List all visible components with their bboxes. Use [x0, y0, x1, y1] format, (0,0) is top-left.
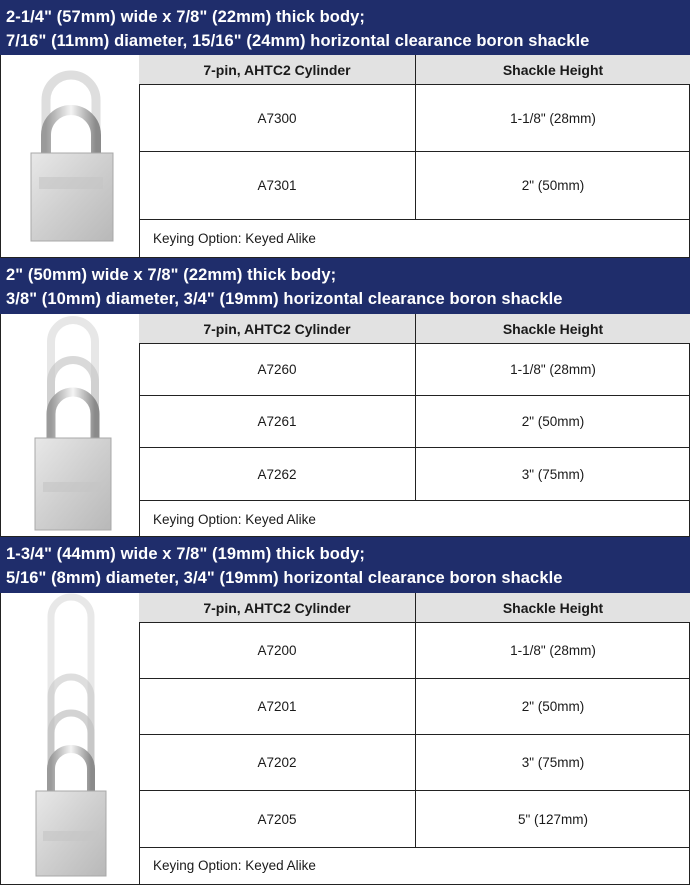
table-row — [139, 448, 690, 501]
height-cell: 3" (75mm) — [416, 448, 690, 501]
col-cylinder-header: 7-pin, AHTC2 Cylinder — [139, 314, 416, 344]
height-cell: 3" (75mm) — [416, 735, 690, 791]
height-cell: 2" (50mm) — [416, 152, 690, 220]
keying-option: Keying Option: Keyed Alike — [139, 220, 690, 258]
model-cell: A7202 — [139, 735, 416, 791]
model-cell: A7200 — [139, 623, 416, 679]
section-3-body — [0, 593, 690, 885]
section-3-title-line1: 1-3/4" (44mm) wide x 7/8" (19mm) thick body; — [6, 544, 365, 563]
section-3-header — [0, 537, 690, 593]
section-1-body — [0, 55, 690, 258]
model-cell: A7262 — [139, 448, 416, 501]
height-cell: 1-1/8" (28mm) — [416, 344, 690, 396]
col-cylinder-header: 7-pin, AHTC2 Cylinder — [139, 55, 416, 85]
section-2-title-line1: 2" (50mm) wide x 7/8" (22mm) thick body; — [6, 265, 337, 284]
section-1-spec-table — [139, 55, 690, 258]
table-row — [139, 344, 690, 396]
table-row — [139, 396, 690, 448]
height-cell: 1-1/8" (28mm) — [416, 85, 690, 152]
section-2-body — [0, 314, 690, 537]
model-cell: A7301 — [139, 152, 416, 220]
table-row — [139, 791, 690, 848]
table-row — [139, 679, 690, 735]
keying-row — [139, 220, 690, 258]
height-cell: 5" (127mm) — [416, 791, 690, 848]
section-1-title-line2: 7/16" (11mm) diameter, 15/16" (24mm) horizontal clearance boron shackle — [6, 31, 590, 50]
table-row — [139, 735, 690, 791]
section-1-padlock-image — [1, 55, 140, 257]
section-3-padlock-image — [1, 593, 140, 884]
keying-option: Keying Option: Keyed Alike — [139, 848, 690, 884]
section-1-header — [0, 0, 690, 55]
col-cylinder-header: 7-pin, AHTC2 Cylinder — [139, 593, 416, 623]
height-cell: 1-1/8" (28mm) — [416, 623, 690, 679]
model-cell: A7201 — [139, 679, 416, 735]
height-cell: 2" (50mm) — [416, 396, 690, 448]
section-2-spec-table — [139, 314, 690, 538]
section-2-header — [0, 258, 690, 314]
col-shackle-height-header: Shackle Height — [416, 314, 690, 344]
col-shackle-height-header: Shackle Height — [416, 593, 690, 623]
table-header-row — [139, 55, 690, 85]
table-header-row — [139, 314, 690, 344]
model-cell: A7261 — [139, 396, 416, 448]
section-2-padlock-image — [1, 314, 140, 536]
height-cell: 2" (50mm) — [416, 679, 690, 735]
model-cell: A7205 — [139, 791, 416, 848]
table-row — [139, 152, 690, 220]
section-3-title-line2: 5/16" (8mm) diameter, 3/4" (19mm) horizontal clearance boron shackle — [6, 568, 563, 587]
section-1-title-line1: 2-1/4" (57mm) wide x 7/8" (22mm) thick body; — [6, 7, 365, 26]
keying-row — [139, 848, 690, 884]
table-row — [139, 623, 690, 679]
section-3-spec-table — [139, 593, 690, 884]
keying-option: Keying Option: Keyed Alike — [139, 501, 690, 538]
table-row — [139, 85, 690, 152]
table-header-row — [139, 593, 690, 623]
col-shackle-height-header: Shackle Height — [416, 55, 690, 85]
model-cell: A7260 — [139, 344, 416, 396]
section-2-title-line2: 3/8" (10mm) diameter, 3/4" (19mm) horizontal clearance boron shackle — [6, 289, 563, 308]
model-cell: A7300 — [139, 85, 416, 152]
keying-row — [139, 501, 690, 538]
